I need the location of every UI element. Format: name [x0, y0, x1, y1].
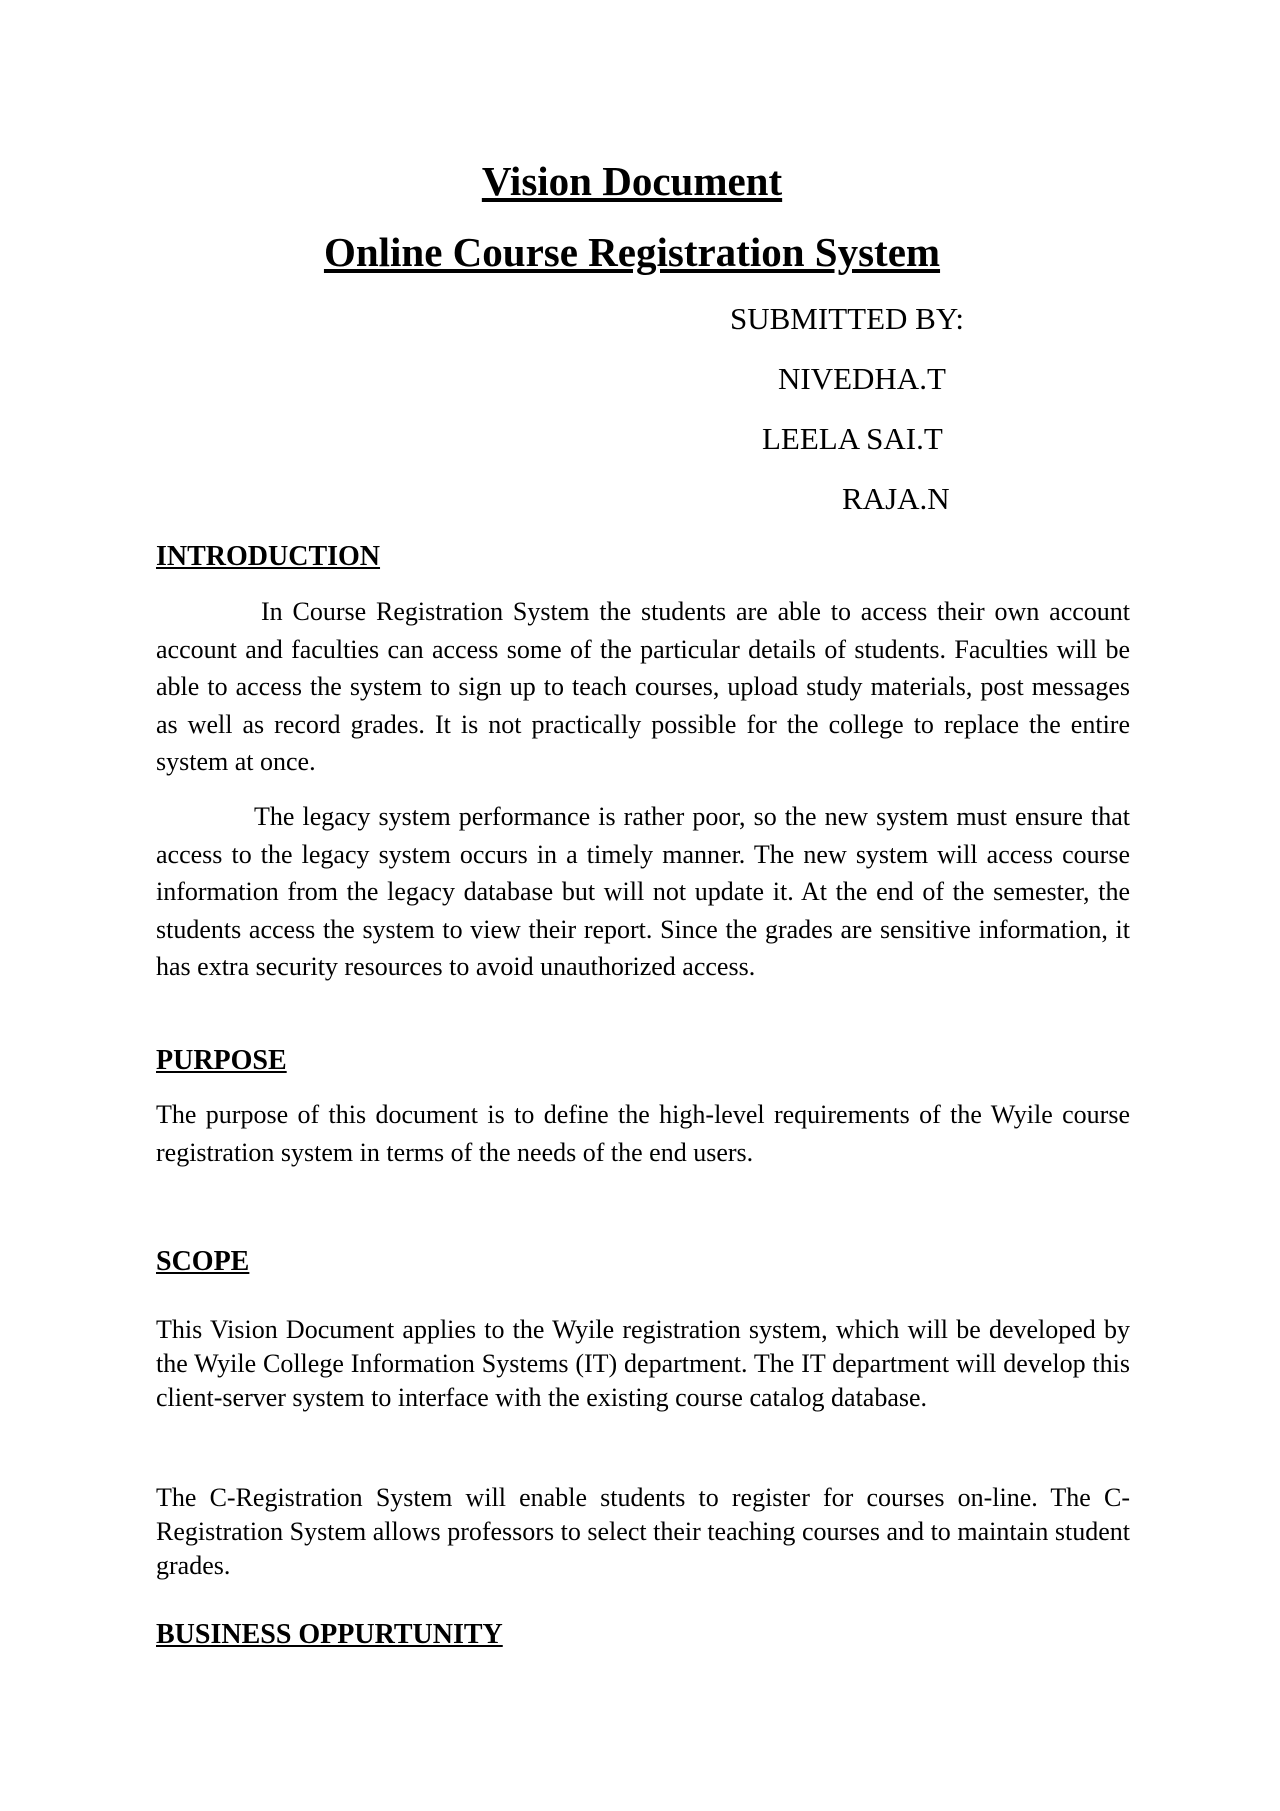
purpose-paragraph: The purpose of this document is to define the high-level requirements of the Wyile course registration system in terms of the needs of the end users.	[156, 1100, 1130, 1167]
author-name: LEELA SAI.T	[762, 421, 943, 456]
purpose-heading: PURPOSE	[156, 1045, 287, 1076]
business-opportunity-heading: BUSINESS OPPURTUNITY	[156, 1619, 503, 1650]
scope-paragraph: The C-Registration System will enable students to register for courses on-line. The C-Registration System allows professors to select their teaching courses and to maintain student grades.	[156, 1483, 1130, 1580]
submitted-by-label: SUBMITTED BY:	[730, 301, 964, 336]
scope-paragraph: This Vision Document applies to the Wyile registration system, which will be developed by the Wyile College Information Systems (IT) department. The IT department will develop this client-server system to interface with the existing course catalog database.	[156, 1315, 1130, 1412]
introduction-paragraph: In Course Registration System the students are able to access their own account account and faculties can access some of the particular details of students. Faculties will be able to access the system to sign up to teach courses, upload study materials, post messages as well as record grades. It is not practically possible for the college to replace the entire system at once.	[156, 597, 1130, 776]
author-name: NIVEDHA.T	[778, 361, 946, 396]
document-title: Vision Document	[481, 158, 783, 204]
scope-heading: SCOPE	[156, 1246, 250, 1277]
document-subtitle: Online Course Registration System	[323, 229, 941, 275]
author-name: RAJA.N	[842, 481, 950, 516]
introduction-paragraph: The legacy system performance is rather poor, so the new system must ensure that access to the legacy system occurs in a timely manner. The new system will access course information from the legacy database but will not update it. At the end of the semester, the students access the system to view their report. Since the grades are sensitive information, it has extra security resources to avoid unauthorized access.	[156, 802, 1130, 981]
introduction-heading: INTRODUCTION	[156, 541, 381, 572]
